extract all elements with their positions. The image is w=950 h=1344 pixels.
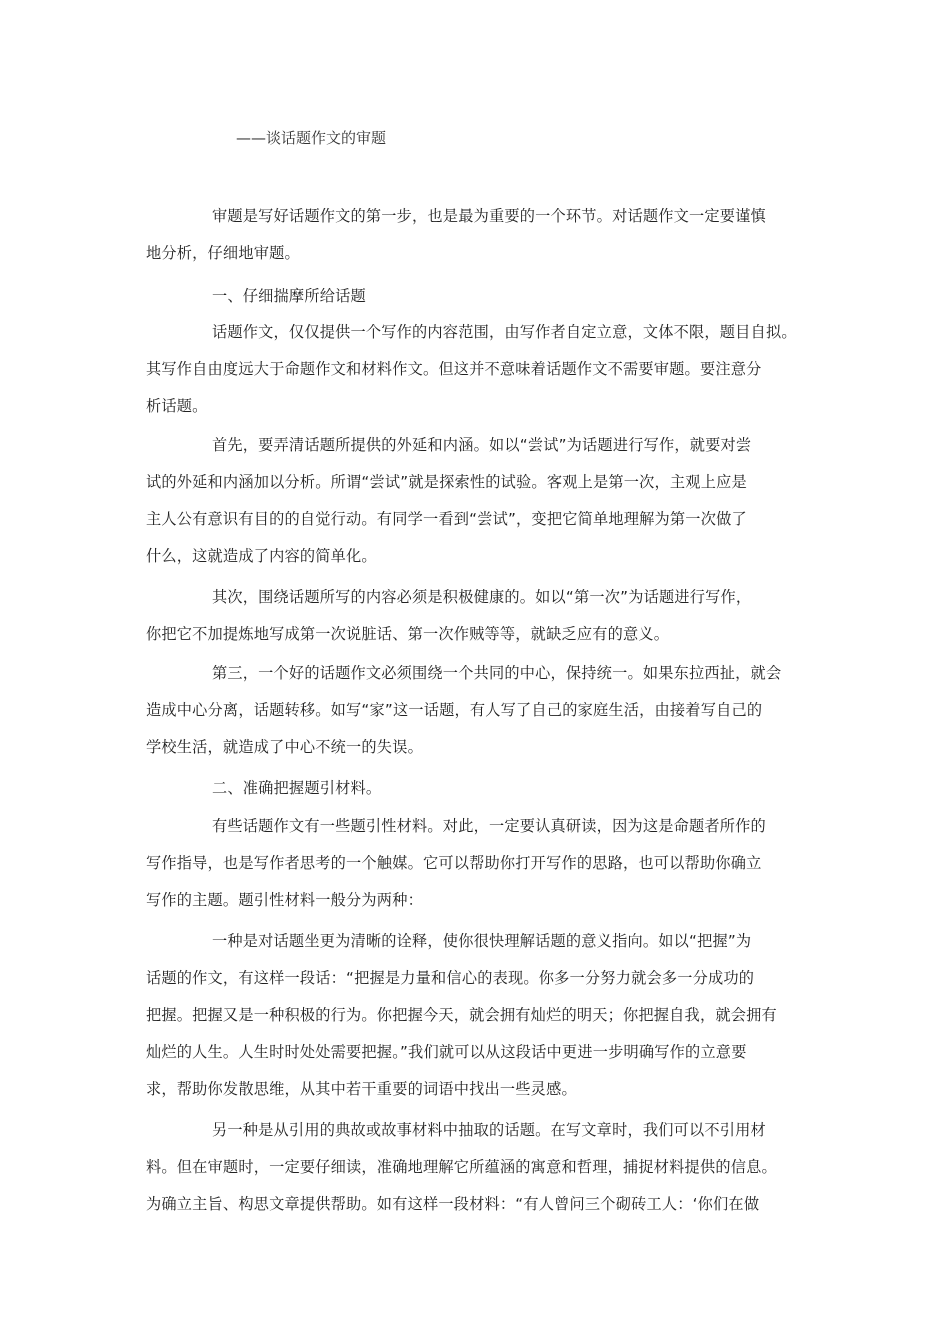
body-line: 造成中心分离，话题转移。如写“家”这一话题，有人写了自己的家庭生活，由接着写自己的: [146, 701, 763, 719]
body-line: 地分析，仔细地审题。: [146, 244, 300, 262]
body-line: 什么，这就造成了内容的简单化。: [146, 547, 377, 565]
document-subtitle: ——谈话题作文的审题: [236, 129, 387, 147]
body-line: 学校生活，就造成了中心不统一的失误。: [146, 738, 423, 756]
body-line: 话题作文，仅仅提供一个写作的内容范围，由写作者自定立意，文体不限，题目自拟。: [212, 323, 797, 341]
body-line: 其写作自由度远大于命题作文和材料作文。但这并不意味着话题作文不需要审题。要注意分: [146, 360, 762, 378]
body-line: 另一种是从引用的典故或故事材料中抽取的话题。在写文章时，我们可以不引用材: [212, 1121, 766, 1139]
body-line: 求，帮助你发散思维，从其中若干重要的词语中找出一些灵感。: [146, 1080, 577, 1098]
body-line: 话题的作文，有这样一段话：“把握是力量和信心的表现。你多一分努力就会多一分成功的: [146, 969, 755, 987]
body-line: 你把它不加提炼地写成第一次说脏话、第一次作贼等等，就缺乏应有的意义。: [146, 625, 670, 643]
body-line: 首先，要弄清话题所提供的外延和内涵。如以“尝试”为话题进行写作，就要对尝: [212, 436, 752, 454]
section-heading: 二、准确把握题引材料。: [212, 779, 382, 797]
body-line: 为确立主旨、构思文章提供帮助。如有这样一段材料：“有人曾问三个砌砖工人：‘你们在做: [146, 1195, 760, 1213]
section-heading: 一、仔细揣摩所给话题: [212, 287, 366, 305]
body-line: 料。但在审题时，一定要仔细读，准确地理解它所蕴涵的寓意和哲理，捕捉材料提供的信息。: [146, 1158, 777, 1176]
body-line: 主人公有意识有目的的自觉行动。有同学一看到“尝试”，变把它简单地理解为第一次做了: [146, 510, 747, 528]
body-line: 其次，围绕话题所写的内容必须是积极健康的。如以“第一次”为话题进行写作，: [212, 588, 752, 606]
body-line: 灿烂的人生。人生时时处处需要把握。”我们就可以从这段话中更进一步明确写作的立意要: [146, 1043, 747, 1061]
body-line: 析话题。: [146, 397, 208, 415]
body-line: 审题是写好话题作文的第一步，也是最为重要的一个环节。对话题作文一定要谨慎: [212, 207, 766, 225]
body-line: 写作的主题。题引性材料一般分为两种：: [146, 891, 423, 909]
body-line: 试的外延和内涵加以分析。所谓“尝试”就是探索性的试验。客观上是第一次，主观上应是: [146, 473, 747, 491]
body-line: 把握。把握又是一种积极的行为。你把握今天，就会拥有灿烂的明天；你把握自我，就会拥有: [146, 1006, 777, 1024]
body-line: 写作指导，也是写作者思考的一个触媒。它可以帮助你打开写作的思路，也可以帮助你确立: [146, 854, 762, 872]
body-line: 一种是对话题坐更为清晰的诠释，使你很快理解话题的意义指向。如以“把握”为: [212, 932, 752, 950]
body-line: 有些话题作文有一些题引性材料。对此，一定要认真研读，因为这是命题者所作的: [212, 817, 766, 835]
body-line: 第三，一个好的话题作文必须围绕一个共同的中心，保持统一。如果东拉西扯，就会: [212, 664, 782, 682]
